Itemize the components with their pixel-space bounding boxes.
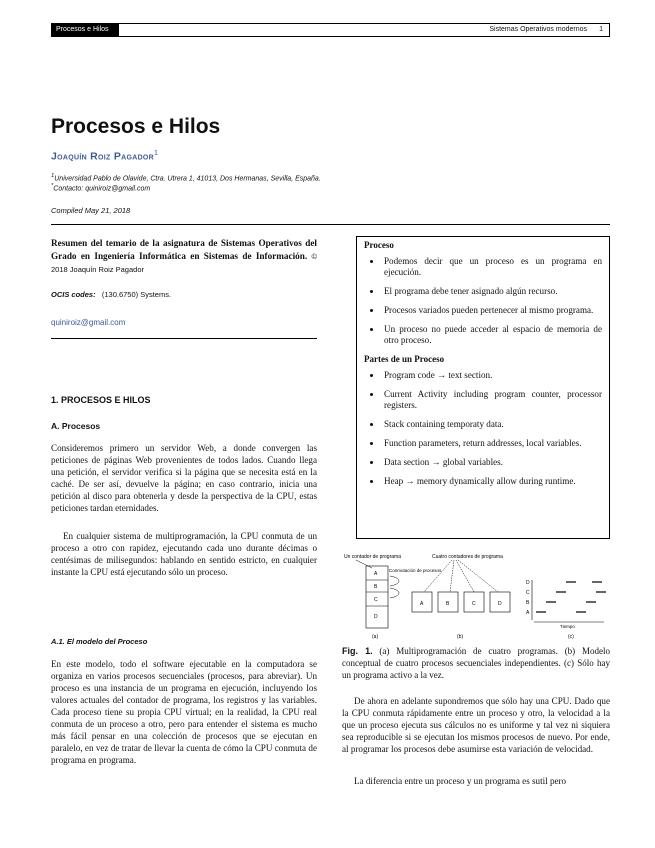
panel-label-b: (b) (457, 634, 464, 640)
list-item: • Stack containing temporaty data. (382, 419, 602, 430)
header-title: Procesos e Hilos (52, 24, 119, 36)
section-heading: 1. PROCESOS E HILOS (51, 395, 151, 405)
author-sup: 1 (154, 150, 159, 157)
subsubsection-heading: A.1. El modelo del Proceso (51, 637, 148, 646)
header-journal: Sistemas Operativos modernos (489, 26, 587, 33)
figure-label-b: Cuatro contadores de programa (432, 554, 503, 560)
box-list-partes (364, 370, 602, 487)
figure-multiprogramming (342, 550, 610, 640)
switch-label: Conmutación de procesos (389, 568, 442, 573)
contact-email-link[interactable]: quiniroiz@gmail.com (51, 318, 126, 327)
ocis-codes: OCIS codes: (130.6750) Systems. (51, 290, 172, 299)
axis-label: D (526, 580, 530, 586)
axis-label: C (526, 590, 530, 596)
copyright: © 2018 Joaquín Roiz Pagador (51, 252, 317, 274)
time-label: Tiempo (560, 624, 575, 629)
paper-title: Procesos e Hilos (51, 115, 221, 138)
box-heading-proceso: Proceso (364, 240, 394, 250)
paragraph-1: Consideremos primero un servidor Web, a donde convergen las peticiones de páginas Web provenientes de todos lados. Cuando llega una petición, el servidor verifica si la página que se necesita está en la caché. De ser así, devuelve la página; en caso contrario, inicia una petición al disco para obtenerla y desde la perspectiva de la CPU, estas peticiones tardan eternidades. (51, 443, 317, 513)
author (51, 150, 158, 163)
slot-label: C (374, 597, 378, 603)
paragraph-3: En este modelo, todo el software ejecutable en la computadora se organiza en varios procesos secuenciales (procesos, para abreviar). Un proceso es una instancia de un programa en ejecución, incluyendo los valores actuales del contador de programa, los registros y las variables. Cada proceso tiene su propia CPU virtual; en la realidad, la CPU real conmuta de un proceso a otro, pero para entender el sistema es mucho más fácil pensar en una colección de procesos que se ejecutan en paralelo, en vez de tratar de llevar la cuenta de cómo la CPU conmuta de programa en programa. (51, 659, 317, 765)
paragraph-2: En cualquier sistema de multiprogramación, la CPU conmuta de un proceso a otro con rapidez, ejecutando cada uno durante décimas o centésimas de milisegundos: hablando en sentido estricto, en cualquier instante la CPU está ejecutando sólo un proceso. (51, 531, 317, 577)
title-rule (51, 224, 610, 225)
affiliation-1: $^1$Universidad Pablo de Olavide, Ctra. Utrera 1, 41013, Dos Hermanas, Sevilla, España. (51, 173, 321, 183)
author-name: Joaquín Roiz Pagador (51, 150, 155, 163)
caption-text: (a) Multiprogramación de cuatro programas. (b) Modelo conceptual de cuatro procesos secuenciales independientes. (c) Sólo hay un programa activo a la vez. (342, 646, 610, 680)
list-item: • Procesos variados pueden pertenecer al mismo programa. (382, 305, 602, 316)
axis-label: A (526, 610, 530, 616)
paragraph-4: De ahora en adelante supondremos que sólo hay una CPU. Dado que la CPU conmuta rápidamente entre un proceso y otro, la velocidad a la que un proceso ejecuta sus cálculos no es uniforme y tal vez ni siquiera sea reproducible si se ejecutan los mismos procesos de nuevo. Por ende, al programar los procesos debe asumirse esta variación de velocidad. (342, 696, 610, 754)
list-item: • Program code → text section. (382, 370, 602, 381)
list-item: • Data section → global variables. (382, 457, 602, 468)
page-number: 1 (599, 26, 603, 33)
abstract-text: Resumen del temario de la asignatura de Sistemas Operativos del Grado en Ingeniería Informática en Sistemas de Información. (51, 238, 317, 261)
figure-caption (342, 645, 610, 681)
caption-label: Fig. 1. (342, 646, 373, 656)
list-item: • Function parameters, return addresses, local variables. (382, 438, 602, 449)
slot-label: B (374, 584, 378, 590)
panel-label-c: (c) (568, 634, 574, 640)
process-label: C (472, 601, 476, 607)
process-label: B (446, 601, 450, 607)
list-item: • Current Activity including program counter, processor registers. (382, 389, 602, 411)
slot-label: D (374, 614, 378, 620)
panel-label-a: (a) (372, 634, 379, 640)
affiliation-2: *Contacto: quiniroiz@gmail.com (51, 183, 151, 193)
box-heading-partes: Partes de un Proceso (364, 354, 445, 364)
running-header (51, 23, 610, 37)
abstract-rule (51, 338, 317, 339)
process-label: D (498, 601, 502, 607)
figure-label-a: Un contador de programa (344, 554, 401, 560)
paragraph-5: La diferencia entre un proceso y un programa es sutil pero (354, 776, 567, 786)
compiled-date: Compiled May 21, 2018 (51, 206, 131, 215)
slot-label: A (374, 571, 378, 577)
abstract (51, 237, 317, 276)
subsection-heading: A. Procesos (51, 421, 101, 431)
list-item: • Podemos decir que un proceso es un programa en ejecución. (382, 256, 602, 278)
list-item: • Un proceso no puede acceder al espacio de memoria de otro proceso. (382, 324, 602, 346)
box-list-proceso (364, 256, 602, 346)
process-label: A (420, 601, 424, 607)
axis-label: B (526, 600, 530, 606)
list-item: • Heap → memory dynamically allow during runtime. (382, 476, 602, 487)
list-item: • El programa debe tener asignado algún recurso. (382, 286, 602, 297)
summary-box (356, 236, 610, 539)
